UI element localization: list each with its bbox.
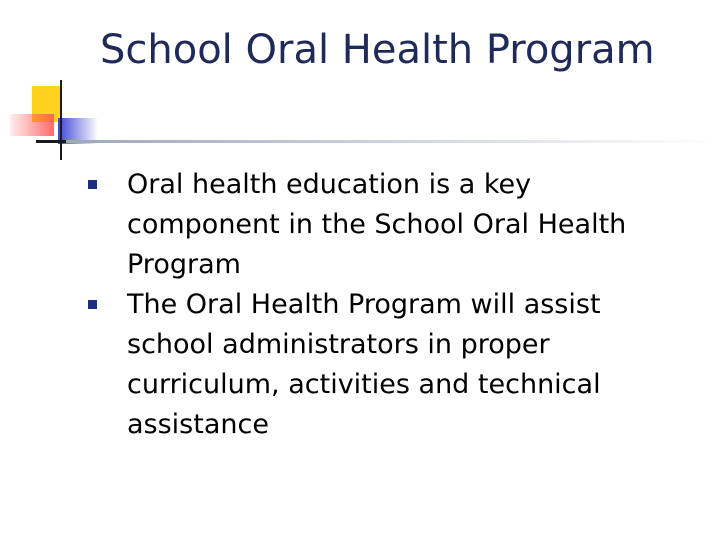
slide-title: School Oral Health Program	[100, 27, 655, 73]
square-bullet-icon	[88, 180, 97, 189]
bullet-text: The Oral Health Program will assist school administrators in proper curriculum, activities and technical assistance	[127, 289, 601, 440]
bullet-text: Oral health education is a key component in the School Oral Health Program	[127, 169, 627, 280]
rule-dark-segment	[36, 140, 66, 143]
square-bullet-icon	[88, 300, 97, 309]
red-square	[10, 114, 54, 136]
bullet-list	[0, 165, 647, 445]
horizontal-rule	[36, 140, 720, 143]
vertical-rule	[60, 80, 62, 160]
bullet-item	[0, 285, 647, 445]
decorative-squares-graphic	[0, 80, 720, 164]
bullet-item	[0, 165, 647, 285]
